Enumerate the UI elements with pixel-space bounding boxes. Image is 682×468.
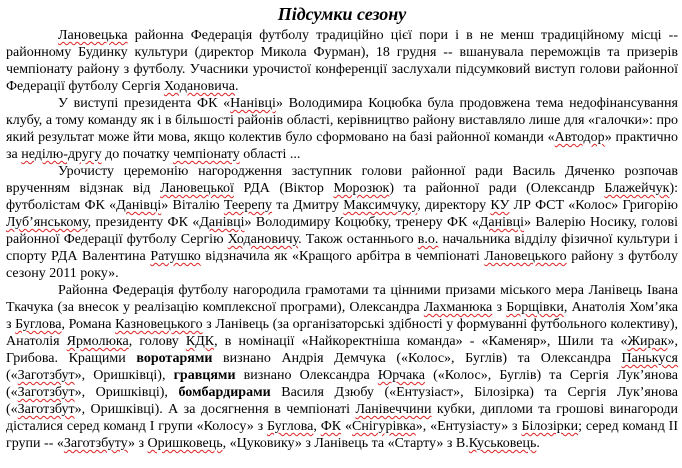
spellcheck-word: Лановецької xyxy=(160,181,234,196)
text-run: . xyxy=(536,436,540,451)
spellcheck-word: Панькуся xyxy=(621,351,678,366)
text-run: » практично за xyxy=(6,130,678,162)
text-run: , директору xyxy=(417,198,491,213)
text-run: , президенту ФК « xyxy=(87,215,200,230)
text-run: » Володимира Коцюбка була продовжена тема недофінансування клубу, а тому команду як і в більшості районів області, керівництво району виставляло лише для «галочки»: про який результат може йти мова, якщо колектив було сформовано на базі районної команди « xyxy=(6,96,678,145)
text-run: », Грибова. Кращими xyxy=(6,334,679,366)
text-run: ) та районної ради (Олександр xyxy=(389,181,605,196)
spellcheck-word: неділю-другу xyxy=(21,147,102,162)
text-run: ЛР ФСТ «Колос» Григорію xyxy=(509,198,678,213)
text-run: Урочисту церемонію нагородження заступник голови районної ради Василь Дяченко розпочав врученням відзнак від xyxy=(6,164,678,196)
text-run: » Володимиру Коцюбку, тренеру ФК « xyxy=(244,215,479,230)
text-run: та Дмитру xyxy=(272,198,344,213)
text-run: », «Ентузіасту» з xyxy=(415,419,522,434)
text-run: кубки, дипломи та грошові винагороди дісталися серед команд I групи «Колосу» з xyxy=(6,402,678,434)
spellcheck-word: Заготзбут xyxy=(17,385,75,400)
spellcheck-word: Заготзбуту xyxy=(63,436,129,451)
spellcheck-word: Білозірки xyxy=(521,419,579,434)
spellcheck-word: Ланівеччини xyxy=(355,402,432,417)
spellcheck-word: Ярмолюка xyxy=(66,334,129,349)
bold-text: бомбардирами xyxy=(178,385,271,400)
spellcheck-word: Буглова xyxy=(15,317,62,332)
paragraph xyxy=(6,95,678,163)
text-run: . Також останнього xyxy=(298,232,418,247)
text-run: , Анатолія Хомʼяка з xyxy=(6,300,679,332)
text-run: (« xyxy=(6,368,18,383)
text-run: », Оришківці). А за досягнення в чемпіонаті xyxy=(74,402,356,417)
document-body xyxy=(6,27,678,452)
text-run: Василя Дзюбу («Ентузіаст», Білозірка) та Сергія Лукʼянова (« xyxy=(6,385,679,417)
spellcheck-word: Борщівки xyxy=(506,300,564,315)
text-run: відзначила як «Кращого арбітра в чемпіонаті xyxy=(200,249,485,264)
spellcheck-word: Теерепу xyxy=(223,198,273,213)
paragraph xyxy=(6,27,678,95)
text-run: , голову xyxy=(128,334,186,349)
text-run: з xyxy=(492,300,507,315)
text-run: районна Федерація футболу традиційно цієї пори і в не менш традиційному місці -- районному Будинку культури (директор Микола Фурман), 18 грудня -- вшанувала переможців та призерів чемпіонату району з футболу. Учасники урочистої конференції заслухали підсумковий виступ голови районної Федерації футболу Сергія xyxy=(6,28,678,94)
spellcheck-word: Данівці xyxy=(478,215,525,230)
bold-text: гравцями xyxy=(173,368,236,383)
paragraph xyxy=(6,163,678,282)
paragraph xyxy=(6,282,678,452)
text-run: РДА (Віктор xyxy=(233,181,334,196)
spellcheck-word: Куськовець xyxy=(468,436,537,451)
text-run: », Оришківці), xyxy=(74,385,179,400)
spellcheck-word: Данівці xyxy=(116,198,162,213)
text-run: , в номінації «Найкоректніша команда» - «Каменяр», Шили та « xyxy=(214,334,628,349)
text-run: з Ланівець (за організаторські здібності у формуванні футбольного колективу), Анатолія xyxy=(6,317,679,349)
spellcheck-word: Ратушко xyxy=(150,249,201,264)
spellcheck-word: Буглова xyxy=(267,419,314,434)
spellcheck-word: Ходановичу xyxy=(227,232,299,247)
text-run: району з футболу сезону 2011 року». xyxy=(6,249,678,281)
spellcheck-word: Данівці xyxy=(199,215,245,230)
spellcheck-word: Максимчуку xyxy=(343,198,418,213)
spellcheck-word: Блажейчук xyxy=(604,181,670,196)
spellcheck-word: КДК xyxy=(185,334,215,349)
text-run: області ... xyxy=(239,147,301,162)
text-run: визнано Андрія Демчука («Колос», Буглів) та Олександра xyxy=(212,351,622,366)
spellcheck-word: Жирак xyxy=(627,334,668,349)
text-run: до початку xyxy=(101,147,173,162)
document-title: Підсумки сезону xyxy=(277,4,407,24)
spellcheck-word: Юрчака xyxy=(377,368,425,383)
spellcheck-word: Казновецького xyxy=(115,317,203,332)
text-run: . xyxy=(235,79,239,94)
spellcheck-word: Автодор xyxy=(554,130,605,145)
spellcheck-word: Ходановича xyxy=(163,79,235,94)
spellcheck-word: ФК xyxy=(320,419,342,434)
text-run: ; серед команд II групи -- « xyxy=(6,419,679,451)
spellcheck-word: Снігурівка xyxy=(351,419,416,434)
text-run: визнано Олександра xyxy=(235,368,378,383)
text-run: , «Цуковику» з Ланівець та «Старту» з В. xyxy=(222,436,469,451)
spellcheck-word: Лановецька xyxy=(58,28,128,43)
spellcheck-word: Лахманюка xyxy=(423,300,493,315)
text-run: « xyxy=(341,419,352,434)
text-run: » Віталію xyxy=(161,198,224,213)
bold-text: воротарями xyxy=(136,351,213,366)
spellcheck-word: Нанівці xyxy=(230,96,276,111)
text-run: начальника відділу фізичної культури і спорту РДА Валентина xyxy=(6,232,678,264)
text-run: , Романа xyxy=(61,317,116,332)
text-run: ): футболістам ФК « xyxy=(6,181,678,213)
spellcheck-word: чемпіонату xyxy=(172,147,240,162)
spellcheck-word: Оришковець xyxy=(147,436,223,451)
text-run: («Колос», Буглів) та Сергія Лукʼянова (« xyxy=(6,368,678,400)
spellcheck-word: КУ xyxy=(490,198,510,213)
spellcheck-word: Лубʼянському xyxy=(6,215,88,230)
text-run: У виступі президента ФК « xyxy=(58,96,231,111)
spellcheck-word: Лановецького xyxy=(484,249,567,264)
text-run: » з xyxy=(128,436,148,451)
text-run: » Валерію Носику, голові районної Федерації футболу Сергію xyxy=(6,215,679,247)
spellcheck-word: в.о. xyxy=(417,232,439,247)
text-run: », Оришківці), xyxy=(74,368,174,383)
spellcheck-word: Заготзбут xyxy=(17,368,75,383)
text-run: Районна Федерація футболу нагородила грамотами та цінними призами міського мера Ланівець Івана Ткачука (за внесок у реалізацію комплексної програми), Олександра xyxy=(6,283,678,315)
text-run: , xyxy=(313,419,321,434)
spellcheck-word: Морозюк xyxy=(333,181,390,196)
spellcheck-word: Заготзбут xyxy=(17,402,75,417)
